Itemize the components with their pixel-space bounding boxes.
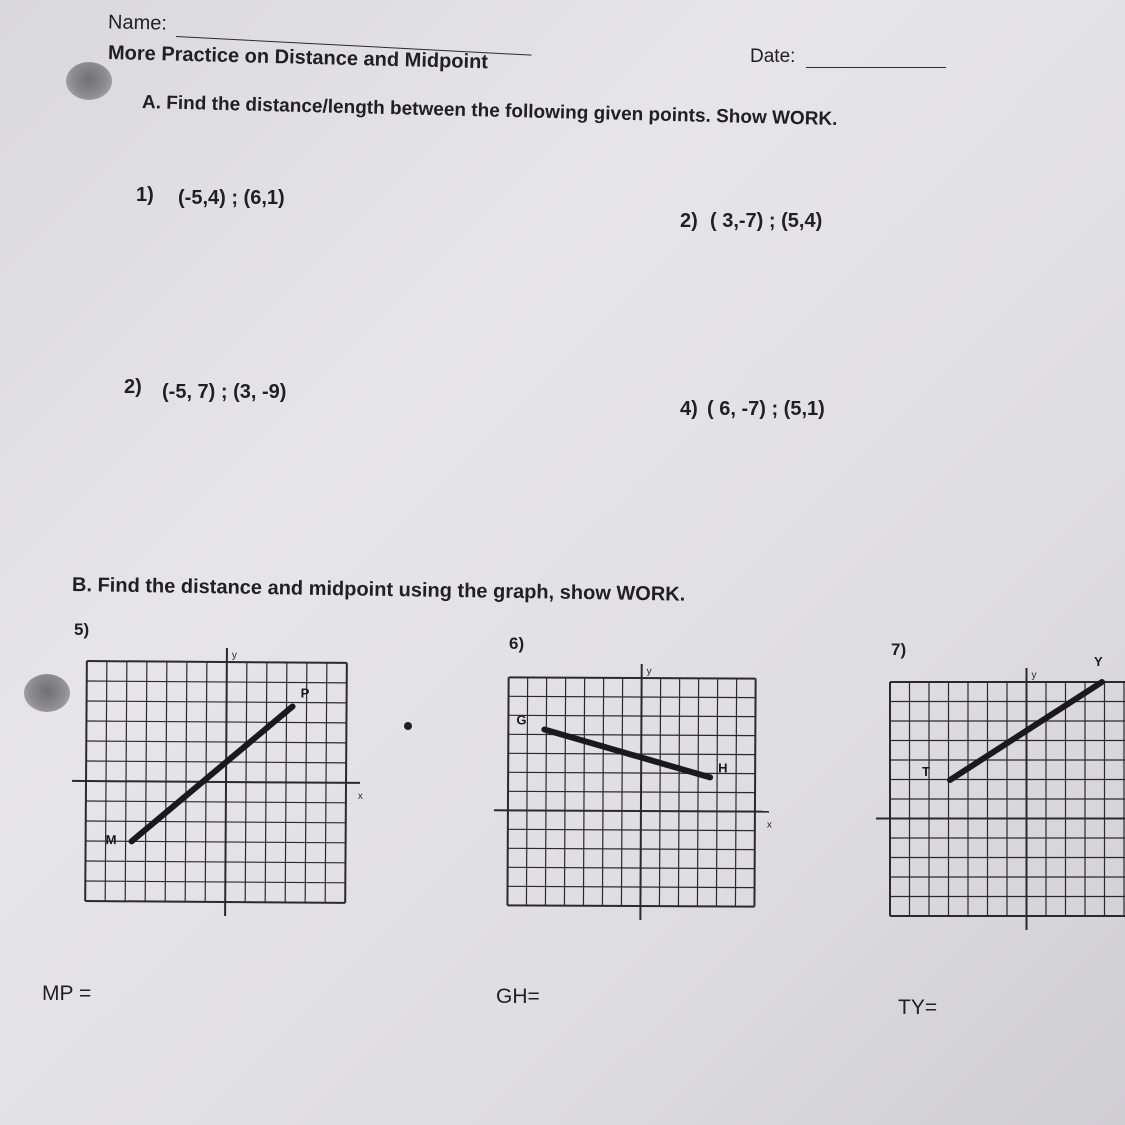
grid-line bbox=[85, 901, 345, 903]
x-axis-label: x bbox=[766, 819, 772, 831]
problem-4-points: ( 6, -7) ; (5,1) bbox=[707, 398, 825, 420]
graph-5-number: 5) bbox=[74, 620, 90, 639]
endpoint-label-p: P bbox=[300, 685, 310, 701]
y-axis bbox=[225, 648, 227, 916]
grid-line bbox=[87, 661, 347, 663]
grid-line bbox=[87, 681, 347, 683]
endpoint-label-g: G bbox=[516, 712, 527, 728]
section-a-instruction: A. Find the distance/length between the following given points. Show WORK. bbox=[141, 92, 838, 130]
grid-line bbox=[508, 734, 755, 735]
grid-line bbox=[509, 696, 756, 697]
y-axis-label: y bbox=[1031, 670, 1037, 681]
graph-7 bbox=[880, 652, 1125, 952]
punch-hole-middle bbox=[24, 674, 70, 712]
stray-dot bbox=[404, 722, 412, 730]
date-line[interactable] bbox=[806, 67, 946, 68]
grid-line bbox=[86, 761, 346, 763]
x-axis bbox=[72, 781, 360, 783]
problem-4-number: 4) bbox=[680, 398, 698, 420]
grid-line bbox=[85, 881, 345, 883]
grid-line bbox=[85, 861, 345, 863]
date-label: Date: bbox=[750, 46, 796, 67]
grid-line bbox=[86, 821, 346, 823]
problem-2-points: ( 3,-7) ; (5,4) bbox=[710, 210, 823, 232]
grid-line bbox=[86, 741, 346, 743]
x-axis bbox=[494, 810, 769, 811]
section-b-instruction: B. Find the distance and midpoint using the graph, show WORK. bbox=[71, 574, 686, 606]
grid-line bbox=[508, 848, 755, 849]
endpoint-label-t: T bbox=[922, 764, 930, 779]
problem-2-number: 2) bbox=[680, 210, 698, 232]
grid-line bbox=[508, 829, 755, 830]
endpoint-label-m: M bbox=[105, 832, 117, 848]
grid-line bbox=[86, 721, 346, 723]
graph-6 bbox=[487, 653, 789, 945]
grid-line bbox=[509, 677, 756, 678]
graph-6-number: 6) bbox=[509, 634, 525, 653]
problem-1-number: 1) bbox=[136, 184, 154, 206]
grid-line bbox=[507, 905, 754, 906]
endpoint-label-h: H bbox=[718, 760, 728, 776]
grid-line bbox=[508, 715, 755, 716]
answer-ty-label: TY= bbox=[898, 996, 938, 1019]
y-axis-label: y bbox=[646, 666, 652, 678]
name-label: Name: bbox=[107, 11, 168, 35]
problem-3-points: (-5, 7) ; (3, -9) bbox=[162, 381, 287, 403]
worksheet-title: More Practice on Distance and Midpoint bbox=[107, 42, 489, 74]
grid-line bbox=[508, 791, 755, 792]
x-axis-label: x bbox=[357, 790, 363, 802]
grid-line bbox=[508, 867, 755, 868]
punch-hole-top bbox=[66, 62, 112, 100]
answer-mp-label: MP = bbox=[42, 982, 92, 1005]
y-axis bbox=[640, 664, 641, 920]
grid-line bbox=[87, 701, 347, 703]
problem-3-number: 2) bbox=[124, 376, 142, 398]
graph-7-number: 7) bbox=[891, 640, 907, 659]
answer-gh-label: GH= bbox=[496, 985, 540, 1008]
graph-5 bbox=[75, 639, 377, 931]
grid-line bbox=[86, 801, 346, 803]
grid-line bbox=[508, 886, 755, 887]
grid-line bbox=[86, 841, 346, 843]
endpoint-label-y: Y bbox=[1094, 654, 1103, 669]
problem-1-points: (-5,4) ; (6,1) bbox=[178, 187, 285, 209]
y-axis-label: y bbox=[231, 650, 237, 662]
